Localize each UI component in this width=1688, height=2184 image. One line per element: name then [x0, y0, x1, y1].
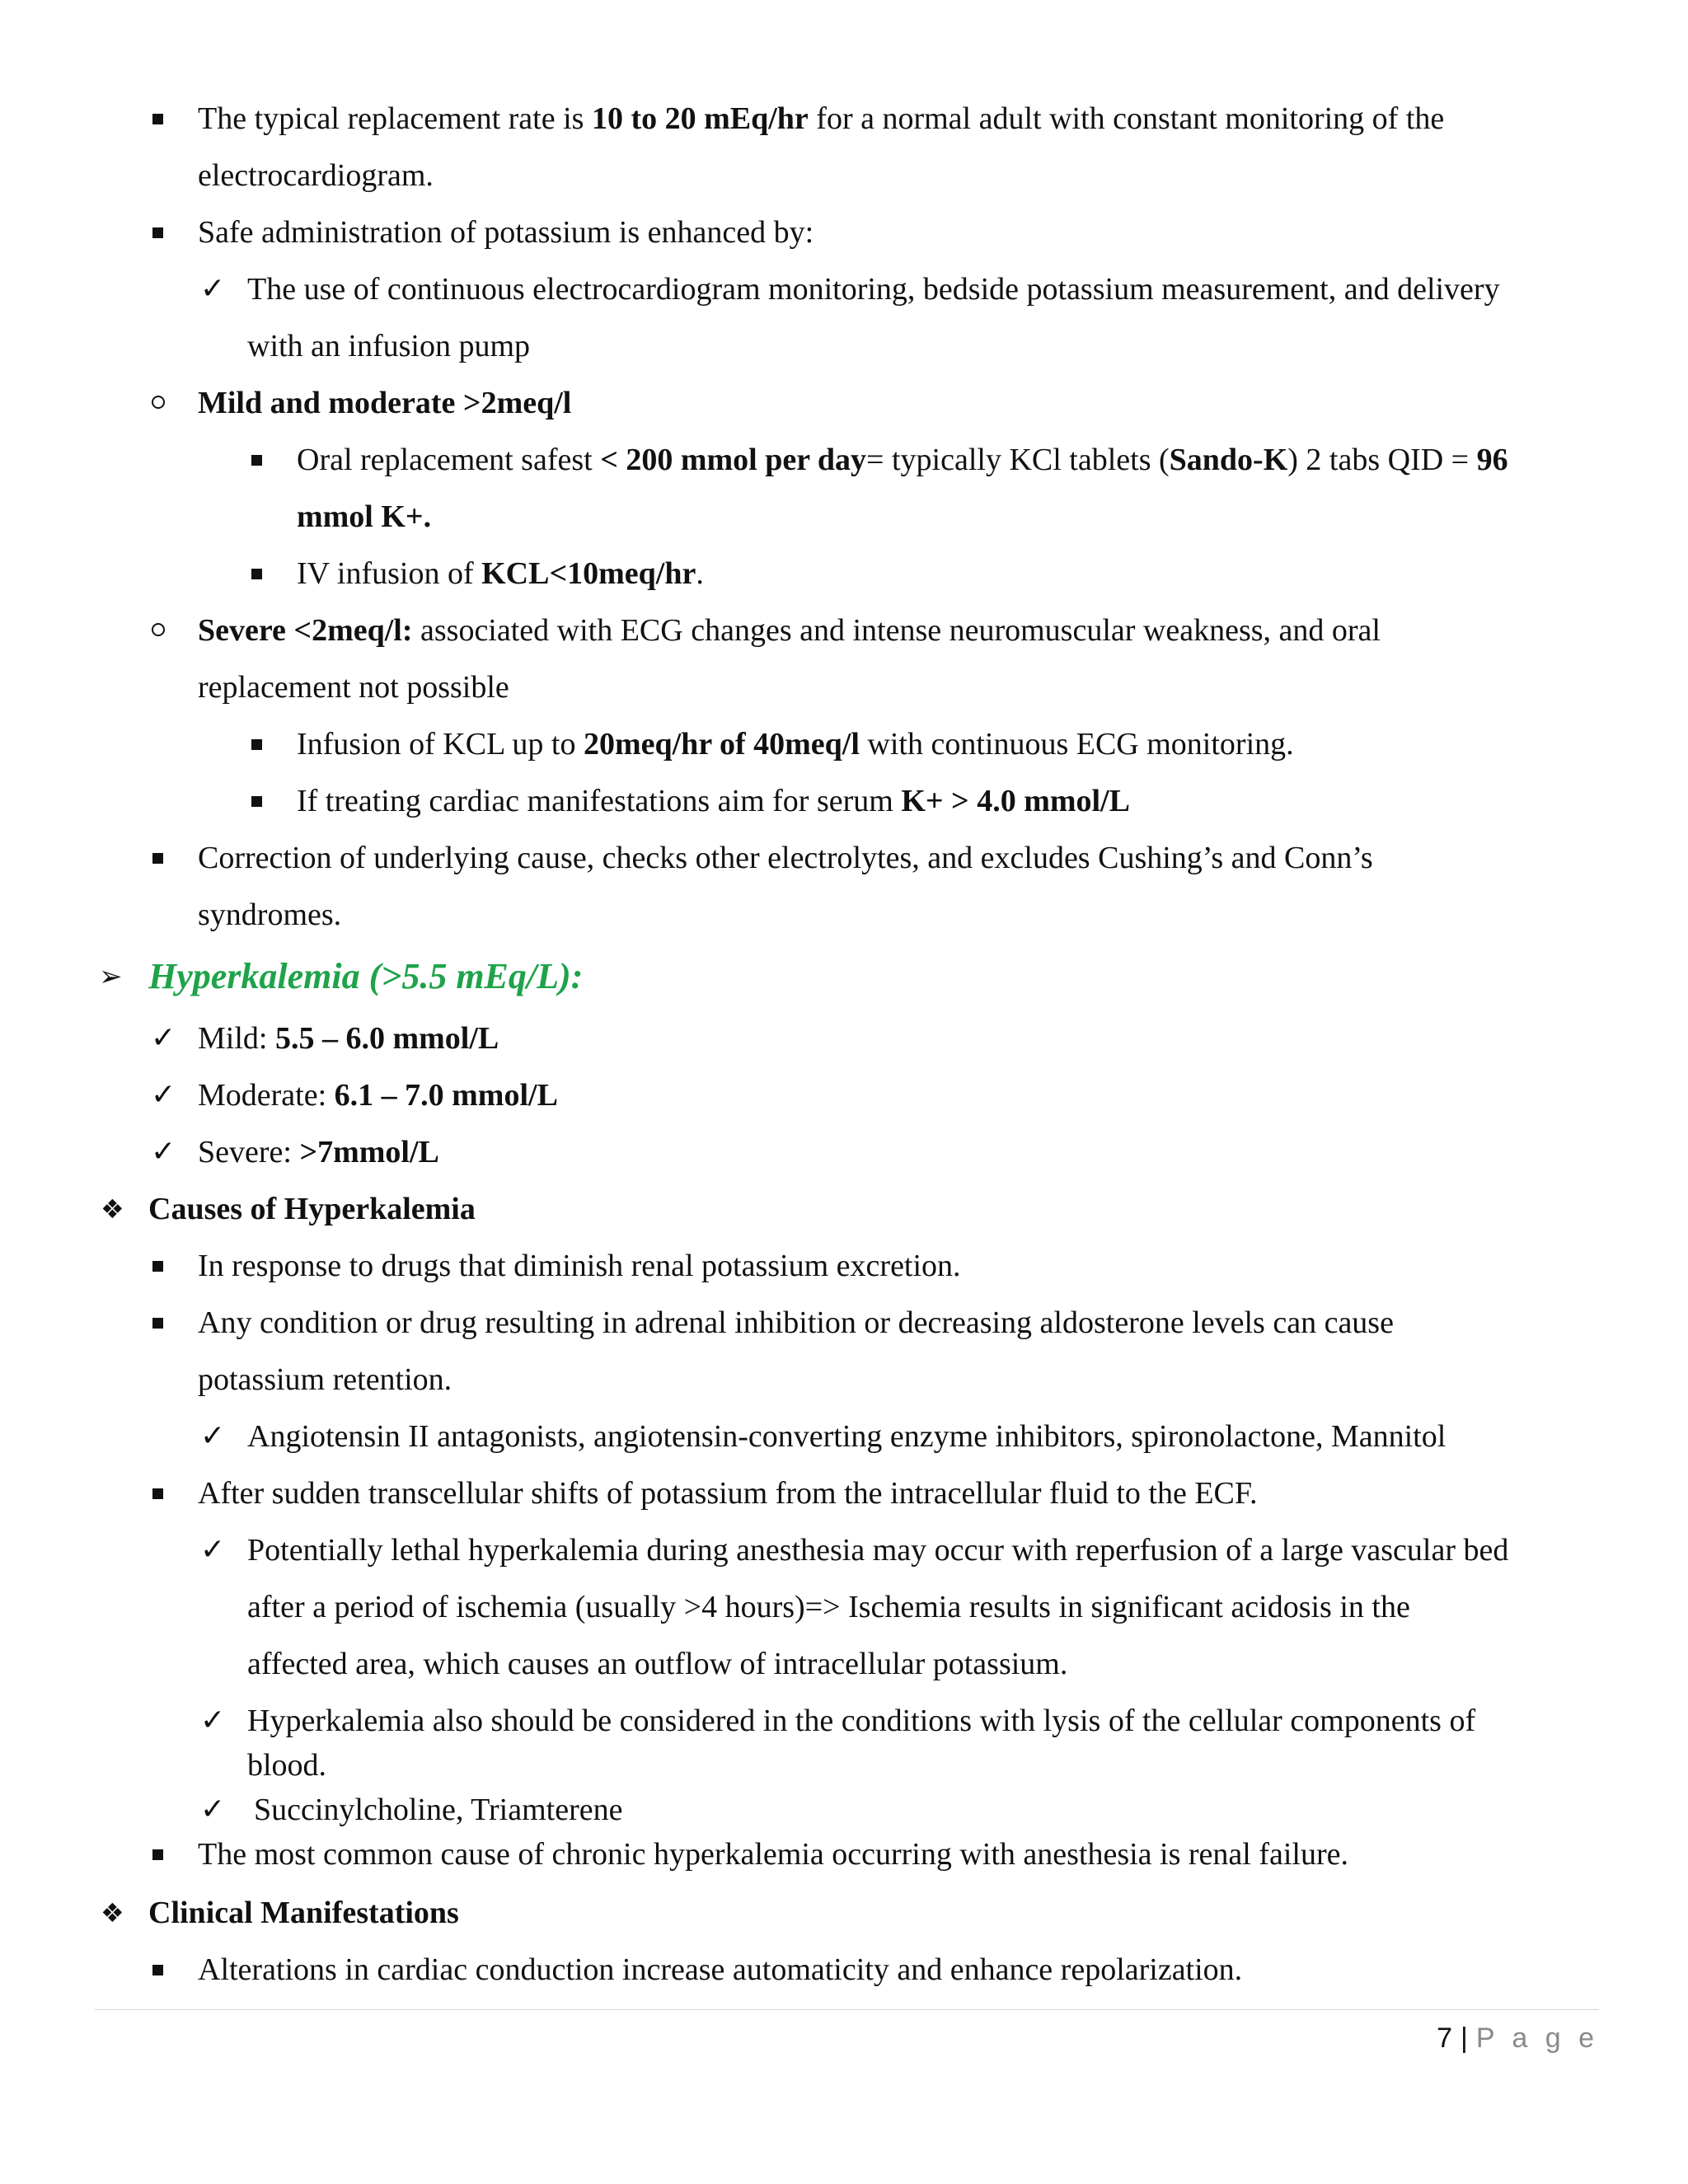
- bullet-infusion-kcl: [0, 715, 1688, 773]
- bullet-transcellular-shifts: After sudden transcellular shifts of potassium from the intracellular fluid to the ECF.: [0, 1465, 1688, 1522]
- bullet-text: Severe <2meq/l: associated with ECG changes and intense neuromuscular weakness, and oral: [198, 613, 1381, 648]
- bullet-text: If treating cardiac manifestations aim for serum K+ > 4.0 mmol/L: [297, 784, 1130, 818]
- square-bullet-icon: [251, 455, 262, 466]
- square-bullet-icon: [152, 1965, 163, 1975]
- bullet-text: Infusion of KCL up to 20meq/hr of 40meq/l with continuous ECG monitoring.: [297, 727, 1294, 762]
- check-item-succinylcholine: ✓ Succinylcholine, Triamterene: [0, 1781, 1688, 1839]
- check-item-antagonists: ✓ Angiotensin II antagonists, angiotensin-converting enzyme inhibitors, spironolactone, Mannitol: [0, 1408, 1688, 1465]
- checkmark-icon: ✓: [200, 1793, 226, 1826]
- bullet-text: Moderate: 6.1 – 7.0 mmol/L: [198, 1078, 558, 1113]
- diamond-bullet-icon: ❖: [101, 1897, 124, 1929]
- bullet-adrenal-inhibition: Any condition or drug resulting in adrenal inhibition or decreasing aldosterone levels can cause: [0, 1294, 1688, 1352]
- bullet-text: The typical replacement rate is 10 to 20 mEq/hr for a normal adult with constant monitoring of the: [198, 101, 1445, 136]
- check-item-reperfusion-cont2: affected area, which causes an outflow of intracellular potassium.: [247, 1647, 1068, 1681]
- bullet-oral-replacement-cont: mmol K+.: [297, 499, 432, 534]
- bullet-text: IV infusion of KCL<10meq/hr.: [297, 556, 704, 591]
- bullet-chronic-renal-failure: The most common cause of chronic hyperkalemia occurring with anesthesia is renal failure.: [0, 1825, 1688, 1883]
- square-bullet-icon: [251, 569, 262, 579]
- square-bullet-icon: [152, 1488, 163, 1499]
- check-item-ecg-monitoring: ✓ The use of continuous electrocardiogram monitoring, bedside potassium measurement, and delivery: [0, 260, 1688, 318]
- square-bullet-icon: [251, 739, 262, 750]
- bullet-replacement-rate-cont: electrocardiogram.: [198, 158, 434, 193]
- checkmark-icon: ✓: [151, 1135, 176, 1169]
- square-bullet-icon: [152, 1261, 163, 1272]
- bullet-text: Severe: >7mmol/L: [198, 1135, 439, 1169]
- check-item-severe: [0, 1123, 1688, 1181]
- circle-bullet-icon: [152, 623, 165, 636]
- check-item-ecg-monitoring-cont: with an infusion pump: [247, 329, 531, 363]
- bullet-text: Oral replacement safest < 200 mmol per day= typically KCl tablets (Sando-K) 2 tabs QID = 96: [297, 443, 1508, 477]
- bullet-cardiac-conduction: Alterations in cardiac conduction increase automaticity and enhance repolarization.: [0, 1941, 1688, 1999]
- checkmark-icon: ✓: [151, 1078, 176, 1112]
- checkmark-icon: ✓: [200, 1533, 226, 1567]
- bullet-correction-cont: syndromes.: [198, 898, 342, 932]
- bullet-correction: Correction of underlying cause, checks other electrolytes, and excludes Cushing’s and Conn’s: [0, 829, 1688, 887]
- footer-separator: |: [1461, 2022, 1468, 2054]
- sub-heading-mild-moderate: Mild and moderate >2meq/l: [0, 374, 1688, 432]
- checkmark-icon: ✓: [200, 1704, 226, 1737]
- square-bullet-icon: [152, 1849, 163, 1860]
- bullet-iv-infusion: [0, 545, 1688, 602]
- check-item-reperfusion-cont1: after a period of ischemia (usually >4 hours)=> Ischemia results in significant acidosis in the: [247, 1590, 1410, 1624]
- bullet-adrenal-inhibition-cont: potassium retention.: [198, 1362, 452, 1397]
- section-heading-causes: ❖ Causes of Hyperkalemia: [0, 1180, 1688, 1238]
- square-bullet-icon: [251, 796, 262, 807]
- check-item-reperfusion: ✓ Potentially lethal hyperkalemia during anesthesia may occur with reperfusion of a large vascular bed: [0, 1521, 1688, 1579]
- bullet-text: Mild: 5.5 – 6.0 mmol/L: [198, 1021, 499, 1056]
- circle-bullet-icon: [152, 396, 165, 409]
- square-bullet-icon: [152, 853, 163, 864]
- page-footer: [1437, 2018, 1599, 2059]
- check-item-mild: [0, 1010, 1688, 1067]
- sub-heading-severe: [0, 602, 1688, 659]
- page-label: P a g e: [1475, 2022, 1599, 2054]
- bullet-oral-replacement: [0, 431, 1688, 489]
- section-heading-clinical: ❖ Clinical Manifestations: [0, 1884, 1688, 1942]
- square-bullet-icon: [152, 114, 163, 124]
- bullet-replacement-rate: [0, 90, 1688, 148]
- footer-divider: [95, 2009, 1599, 2010]
- sub-heading-severe-cont: replacement not possible: [198, 670, 509, 705]
- check-item-moderate: [0, 1066, 1688, 1124]
- diamond-bullet-icon: ❖: [101, 1193, 124, 1225]
- bullet-safe-administration: Safe administration of potassium is enhanced by:: [0, 204, 1688, 261]
- check-item-lysis: ✓ Hyperkalemia also should be considered in the conditions with lysis of the cellular components of: [0, 1692, 1688, 1750]
- page-number: 7: [1437, 2022, 1453, 2054]
- checkmark-icon: ✓: [200, 1419, 226, 1453]
- checkmark-icon: ✓: [151, 1021, 176, 1055]
- section-heading-hyperkalemia: ➢ Hyperkalemia (>5.5 mEq/L):: [0, 948, 1688, 1005]
- square-bullet-icon: [152, 1318, 163, 1329]
- arrow-bullet-icon: ➢: [99, 960, 123, 993]
- check-item-lysis-cont: blood.: [247, 1748, 327, 1783]
- bullet-cardiac-manifestations: [0, 772, 1688, 830]
- checkmark-icon: ✓: [200, 272, 226, 306]
- square-bullet-icon: [152, 227, 163, 238]
- bullet-drugs: In response to drugs that diminish renal potassium excretion.: [0, 1237, 1688, 1295]
